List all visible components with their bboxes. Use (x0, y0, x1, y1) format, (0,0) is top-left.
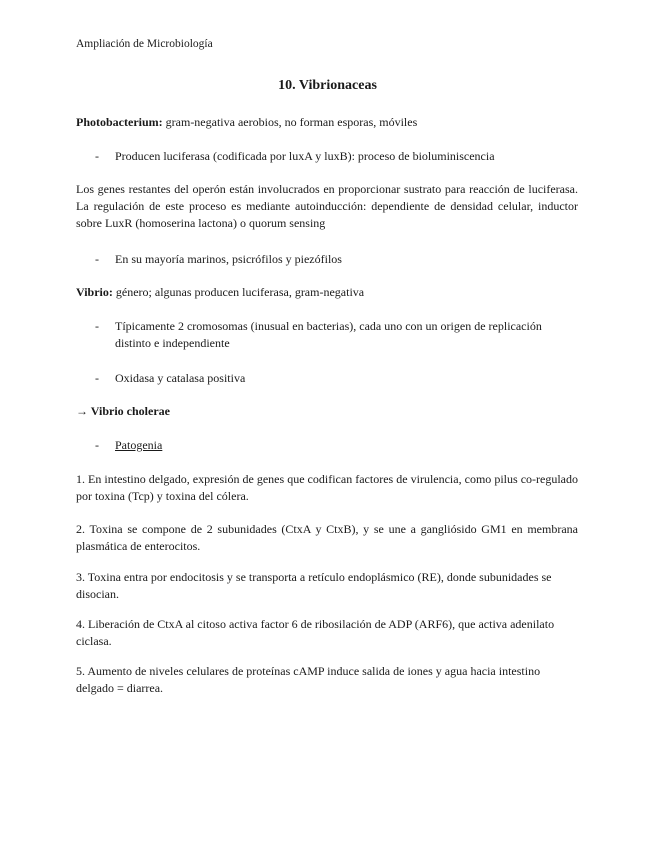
bullet-cromosomas (76, 318, 578, 352)
vibrio-term: Vibrio: (76, 285, 113, 299)
step-4: 4. Liberación de CtxA al citoso activa factor 6 de ribosilación de ADP (ARF6), que activa adenilato ciclasa. (76, 617, 555, 648)
bullet-dash: - (95, 371, 99, 385)
running-header: Ampliación de Microbiología (76, 38, 213, 50)
cholerae-term: Vibrio cholerae (90, 404, 170, 418)
bullet-dash: - (95, 319, 99, 333)
photobacterium-desc: gram-negativa aerobios, no forman esporas, móviles (162, 115, 418, 129)
bullet-oxidasa (76, 370, 578, 387)
bullet-text: Producen luciferasa (codificada por luxA y luxB): proceso de bioluminiscencia (115, 149, 495, 163)
arrow-icon: → (76, 404, 88, 418)
bullet-text: Oxidasa y catalasa positiva (115, 371, 246, 385)
bullet-dash: - (95, 252, 99, 266)
photobacterium-term: Photobacterium: (76, 115, 163, 129)
vibrio-line (76, 284, 578, 301)
bullet-dash: - (95, 438, 99, 452)
step-2: 2. Toxina se compone de 2 subunidades (CtxA y CtxB), y se une a gangliósido GM1 en membrana plasmática de enterocitos. (76, 522, 578, 553)
vibrio-desc: género; algunas producen luciferasa, gram-negativa (112, 285, 365, 299)
paragraph-operon: Los genes restantes del operón están involucrados en proporcionar sustrato para reacción de luciferasa. La regulación de este proceso es mediante autoinducción: dependiente de densidad celular, inductor sobre LuxR (homoserina lactona) o quorum sensing (76, 182, 578, 230)
bullet-marinos (76, 251, 578, 268)
bullet-luciferasa (76, 148, 578, 165)
patogenia-label: Patogenia (115, 438, 163, 452)
step-1: 1. En intestino delgado, expresión de genes que codifican factores de virulencia, como pilus co-regulado por toxina (Tcp) y toxina del cólera. (76, 472, 578, 503)
step-5: 5. Aumento de niveles celulares de proteínas cAMP induce salida de iones y agua hacia intestino delgado = diarrea. (76, 664, 541, 695)
bullet-dash: - (95, 149, 99, 163)
bullet-text: En su mayoría marinos, psicrófilos y piezófilos (115, 252, 342, 266)
bullet-patogenia (76, 437, 578, 454)
photobacterium-line (76, 114, 578, 131)
section-title: 10. Vibrionaceas (278, 78, 377, 93)
step-3: 3. Toxina entra por endocitosis y se transporta a retículo endoplásmico (RE), donde subunidades se disocian. (76, 570, 552, 601)
cholerae-heading (76, 403, 578, 420)
bullet-text: Típicamente 2 cromosomas (inusual en bacterias), cada uno con un origen de replicación distinto e independiente (115, 319, 542, 350)
